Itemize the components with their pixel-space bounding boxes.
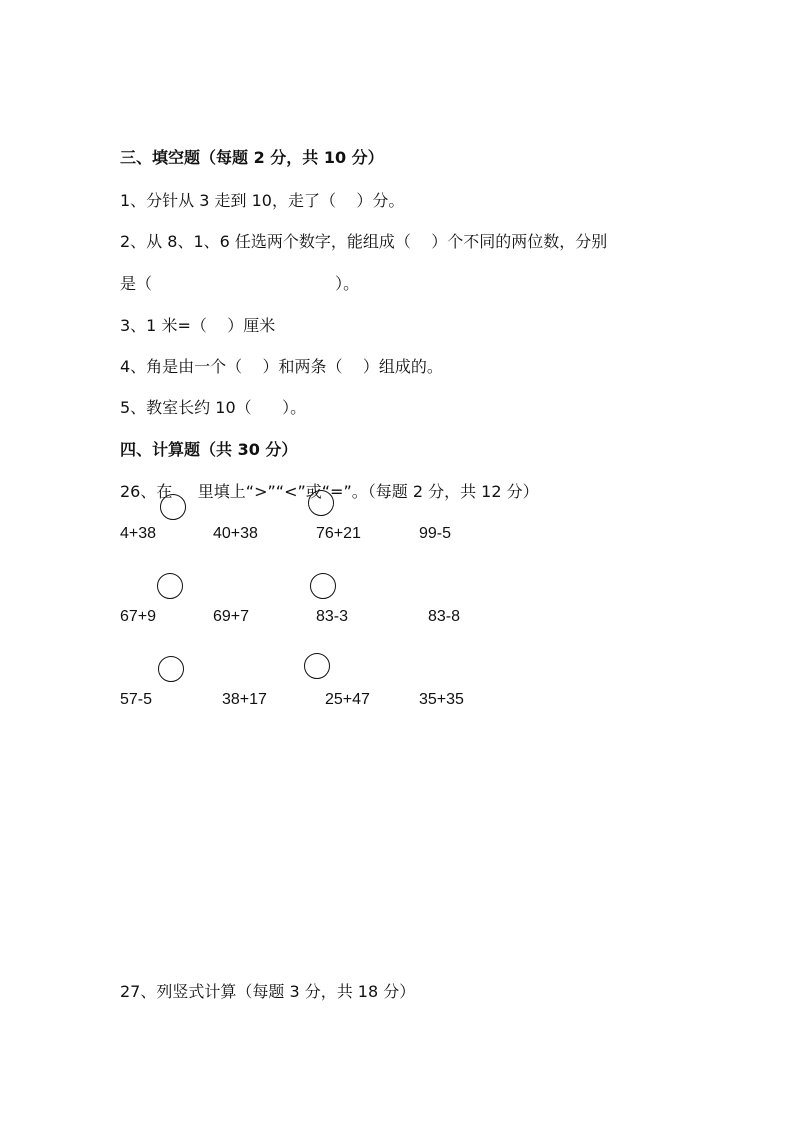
expression: 4+38: [120, 525, 157, 542]
expression: 83-8: [428, 608, 461, 625]
section3-heading: 三、填空题（每题 2 分，共 10 分）: [120, 148, 384, 167]
question-4: 4、角是由一个（ ）和两条（ ）组成的。: [120, 357, 443, 376]
compare-circle: [160, 494, 186, 520]
compare-circle: [157, 573, 183, 599]
expression: 57-5: [120, 691, 153, 708]
compare-circle: [310, 573, 336, 599]
question-1: 1、分针从 3 走到 10，走了（ ）分。: [120, 191, 405, 210]
expression: 25+47: [325, 691, 370, 708]
expression: 38+17: [222, 691, 267, 708]
expression: 69+7: [213, 608, 250, 625]
compare-circle: [304, 653, 330, 679]
question-5: 5、教室长约 10（ ）。: [120, 398, 307, 417]
section4-heading: 四、计算题（共 30 分）: [120, 440, 298, 459]
question-2-line-1: 2、从 8、1、6 任选两个数字，能组成（ ）个不同的两位数，分别: [120, 232, 608, 251]
question-3: 3、1 米=（ ）厘米: [120, 316, 276, 335]
expression: 40+38: [213, 525, 258, 542]
expression: 35+35: [419, 691, 464, 708]
question-26: 26、在 里填上“>”“<”或“=”。（每题 2 分，共 12 分）: [120, 482, 539, 501]
expression: 83-3: [316, 608, 349, 625]
expression: 76+21: [316, 525, 361, 542]
expression: 99-5: [419, 525, 452, 542]
expression: 67+9: [120, 608, 157, 625]
compare-circle: [158, 656, 184, 682]
question-2-line-2: 是（ ）。: [120, 274, 360, 293]
question-27: 27、列竖式计算（每题 3 分，共 18 分）: [120, 982, 416, 1001]
compare-circle: [308, 490, 334, 516]
